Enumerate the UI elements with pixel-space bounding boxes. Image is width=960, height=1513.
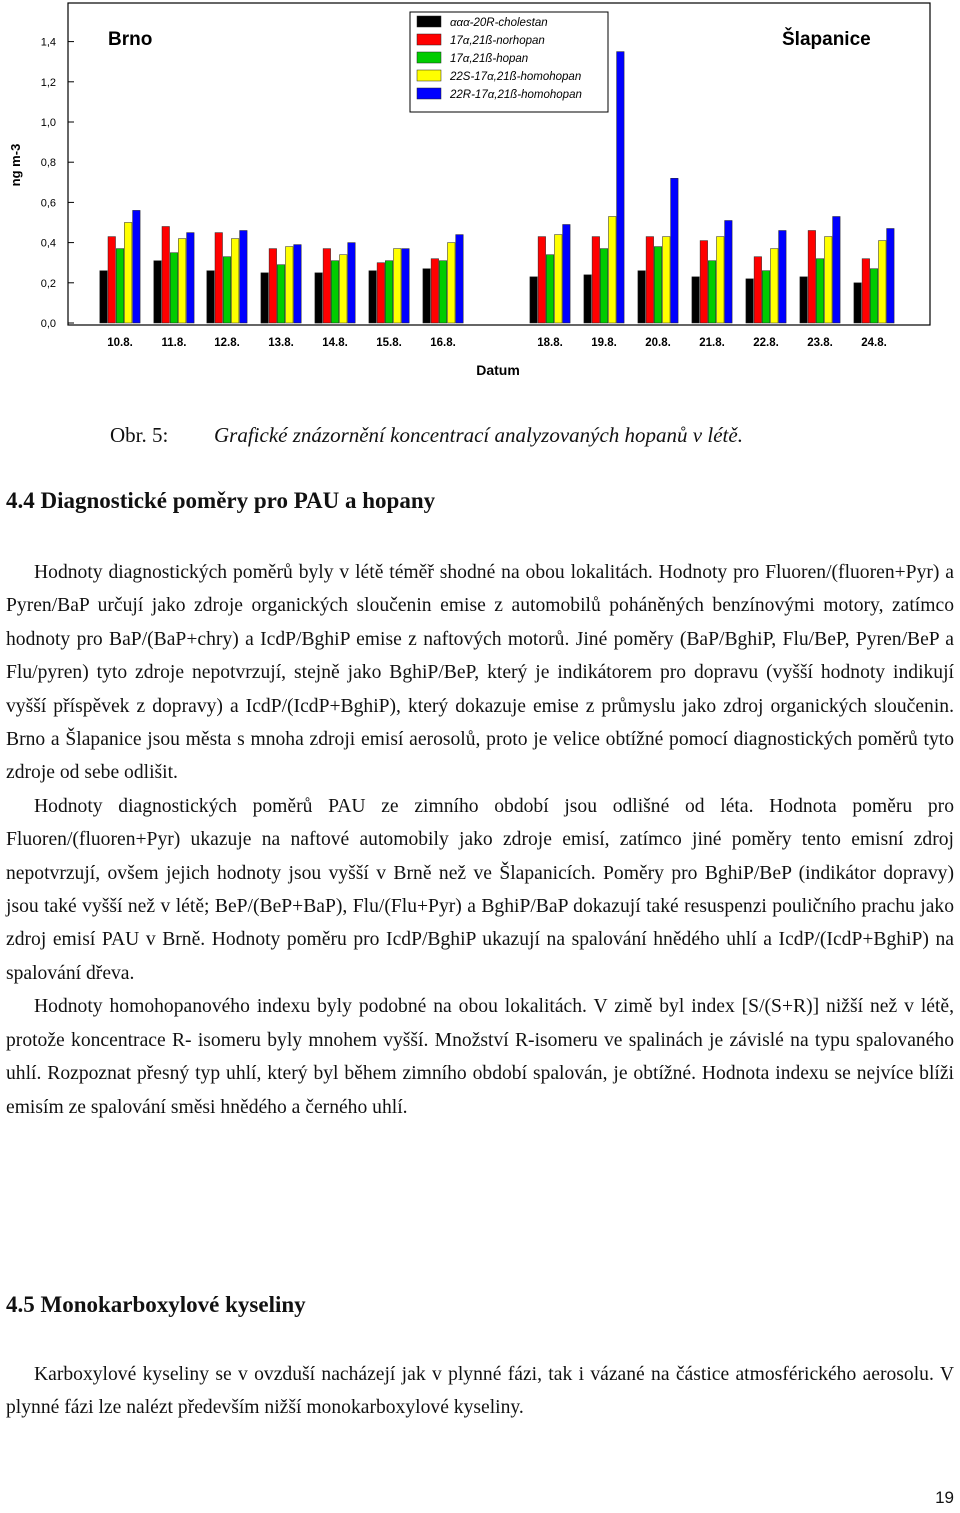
bar	[207, 271, 215, 323]
y-tick-label: 0,6	[40, 197, 56, 210]
legend-swatch	[417, 88, 441, 99]
section-heading-4-5: 4.5 Monokarboxylové kyseliny	[6, 1292, 306, 1317]
site-label-brno: Brno	[108, 29, 153, 50]
bar	[762, 271, 770, 323]
legend-swatch	[417, 34, 441, 45]
bar	[448, 243, 456, 323]
caption-number: Obr. 5:	[110, 423, 169, 447]
bar	[825, 237, 833, 323]
bar	[100, 271, 108, 323]
y-tick-label: 0,2	[40, 277, 56, 290]
bar	[162, 227, 170, 324]
bar	[725, 221, 733, 324]
legend-label: 17α,21ß-norhopan	[450, 35, 545, 47]
bar	[700, 241, 708, 323]
bar	[584, 275, 592, 323]
paragraph: Hodnoty diagnostických poměrů byly v létě téměř shodné na obou lokalitách. Hodnoty pro Fluoren/(fluoren+Pyr) a Pyren/BaP určují jako zdroje organických sloučenin emise z automobilů poháněných benzínovými motory, zatímco hodnoty pro BaP/(BaP+chry) a IcdP/BghiP emise z naftových motorů. Jiné poměry (BaP/BghiP, Flu/BeP, Pyren/BeP a Flu/pyren) tyto zdroje nepotvrzují, stejně jako BghiP/BeP, který je indikátorem pro dopravu (vyšší hodnoty indikují vyšší příspěvek z dopravy) a IcdP/(IcdP+BghiP), který dokazuje emise z průmyslu jako zdroj organických sloučenin. Brno a Šlapanice jsou města s mnoha zdroji emisí aerosolů, proto je velice obtížné pomocí diagnostických poměrů tyto zdroje od sebe odlišit.	[6, 562, 954, 784]
bar	[663, 237, 671, 323]
bar	[431, 259, 439, 323]
bar	[746, 279, 754, 323]
y-tick-label: 0,0	[40, 318, 56, 330]
y-tick-label: 0,8	[40, 157, 56, 170]
site-label-slapanice: Šlapanice	[782, 29, 871, 50]
x-tick-label: 19.8.	[591, 337, 617, 349]
bar	[833, 217, 841, 324]
chart-legend	[410, 12, 608, 112]
page-number: 19	[935, 1488, 954, 1507]
bar	[323, 249, 331, 323]
y-tick-label: 1,4	[40, 36, 56, 49]
x-tick-label: 11.8.	[161, 337, 187, 349]
bar	[369, 271, 377, 323]
y-tick-label: 1,2	[40, 76, 56, 89]
bar	[708, 261, 716, 323]
bar	[423, 269, 431, 323]
legend-label: 17α,21ß-hopan	[450, 53, 529, 65]
bar	[779, 231, 787, 324]
bar	[879, 241, 887, 323]
bar	[555, 235, 563, 323]
bar	[394, 249, 402, 323]
bar	[178, 239, 186, 323]
hopane-chart-figure	[0, 0, 960, 400]
bar	[538, 237, 546, 323]
x-tick-label: 12.8.	[214, 337, 240, 349]
legend-swatch	[417, 52, 441, 63]
bar	[240, 231, 248, 324]
legend-label: 22R-17α,21ß-homohopan	[450, 89, 582, 101]
bar	[340, 255, 348, 323]
bar	[223, 257, 231, 323]
y-axis-title: ng m-3	[8, 143, 23, 187]
bar	[671, 178, 679, 323]
legend-label: 22S-17α,21ß-homohopan	[450, 71, 582, 83]
bar	[609, 217, 617, 324]
bar	[108, 237, 116, 323]
bar	[154, 261, 162, 323]
legend-swatch	[417, 70, 441, 81]
figure-caption	[110, 420, 743, 450]
bar	[717, 237, 725, 323]
x-tick-label: 14.8.	[322, 337, 348, 349]
x-tick-label: 15.8.	[376, 337, 402, 349]
bar	[854, 283, 862, 323]
bar	[530, 277, 538, 323]
x-tick-label: 23.8.	[807, 337, 833, 349]
bar	[592, 237, 600, 323]
bar	[261, 273, 269, 323]
x-tick-label: 10.8.	[107, 337, 133, 349]
bar	[870, 269, 878, 323]
section-4-5-body	[6, 1358, 954, 1425]
bar	[348, 243, 356, 323]
bar	[269, 249, 277, 323]
section-4-4-body	[6, 556, 954, 1124]
y-tick-label: 1,0	[40, 117, 56, 129]
x-tick-label: 16.8.	[430, 337, 456, 349]
paragraph: Hodnoty diagnostických poměrů PAU ze zimního období jsou odlišné od léta. Hodnota poměru pro Fluoren/(fluoren+Pyr) ukazuje na naftové automobily jako zdroje emisí, zatímco jiné poměry tento emisní zdroj nepotvrzují, ovšem jejich hodnoty jsou vyšší v Brně než ve Šlapanicích. Poměry pro BghiP/BeP (indikátor dopravy) jsou také vyšší než v létě; BeP/(BeP+BaP), Flu/(Flu+Pyr) a BghiP/BaP dokazují také resuspenzi pouličního prachu jako zdroj emisí PAU v Brně. Hodnoty poměru pro IcdP/BghiP ukazují na spalování hnědého uhlí a IcdP/(IcdP+BghiP) na spalování dřeva.	[6, 795, 954, 984]
x-axis-tick-labels	[107, 337, 887, 349]
bar	[887, 229, 895, 324]
y-axis	[41, 37, 74, 330]
x-tick-label: 13.8.	[268, 337, 294, 349]
bar	[439, 261, 447, 323]
bar	[124, 223, 131, 324]
bar	[286, 247, 294, 323]
paragraph: Karboxylové kyseliny se v ovzduší nacházejí jak v plynné fázi, tak i vázané na částice atmosférického aerosolu. V plynné fázi lze nalézt především nižší monokarboxylové kyseliny.	[6, 1364, 954, 1419]
bar	[800, 277, 808, 323]
bar	[456, 235, 464, 323]
bar	[315, 273, 323, 323]
caption-text: Grafické znázornění koncentrací analyzovaných hopanů v létě.	[214, 423, 743, 447]
bar	[377, 263, 385, 323]
bar	[187, 233, 195, 323]
x-tick-label: 22.8.	[753, 337, 779, 349]
bar	[116, 249, 124, 323]
x-tick-label: 21.8.	[699, 337, 725, 349]
bar	[170, 253, 178, 323]
y-tick-label: 0,4	[40, 237, 56, 250]
hopane-bar-chart	[0, 0, 960, 400]
paragraph: Hodnoty homohopanového indexu byly podobné na obou lokalitách. V zimě byl index [S/(S+R)] nižší než v létě, protože koncentrace R- isomeru byly mnohem vyšší. Množství R-isomeru ve spalinách je závislé na typu spalovaného uhlí. Rozpoznat přesný typ uhlí, který byl během zimního období spalován, je obtížné. Hodnota indexu se nejvíce blíži emisím ze spalování směsi hnědého a černého uhlí.	[6, 996, 954, 1118]
bar	[771, 249, 779, 323]
section-heading-4-4: 4.4 Diagnostické poměry pro PAU a hopany	[6, 488, 436, 513]
bar	[294, 245, 302, 323]
bar	[385, 261, 393, 323]
x-tick-label: 20.8.	[645, 337, 671, 349]
bar	[808, 231, 816, 324]
x-axis-title: Datum	[476, 362, 520, 378]
bar	[600, 249, 608, 323]
bar	[638, 271, 646, 323]
bar	[331, 261, 339, 323]
bar	[692, 277, 700, 323]
legend-swatch	[417, 16, 441, 27]
x-tick-label: 24.8.	[861, 337, 887, 349]
bar	[402, 249, 410, 323]
bar	[277, 265, 285, 323]
bar	[546, 255, 554, 323]
legend-label: ααα-20R-cholestan	[450, 17, 548, 29]
bar	[617, 52, 625, 323]
bar	[133, 210, 141, 323]
bar	[231, 239, 239, 323]
bar	[754, 257, 762, 323]
bar	[816, 259, 824, 323]
bar	[215, 233, 223, 323]
bar	[862, 259, 870, 323]
bar	[654, 247, 662, 323]
bar	[563, 225, 571, 324]
bar	[646, 237, 654, 323]
x-tick-label: 18.8.	[537, 337, 563, 349]
